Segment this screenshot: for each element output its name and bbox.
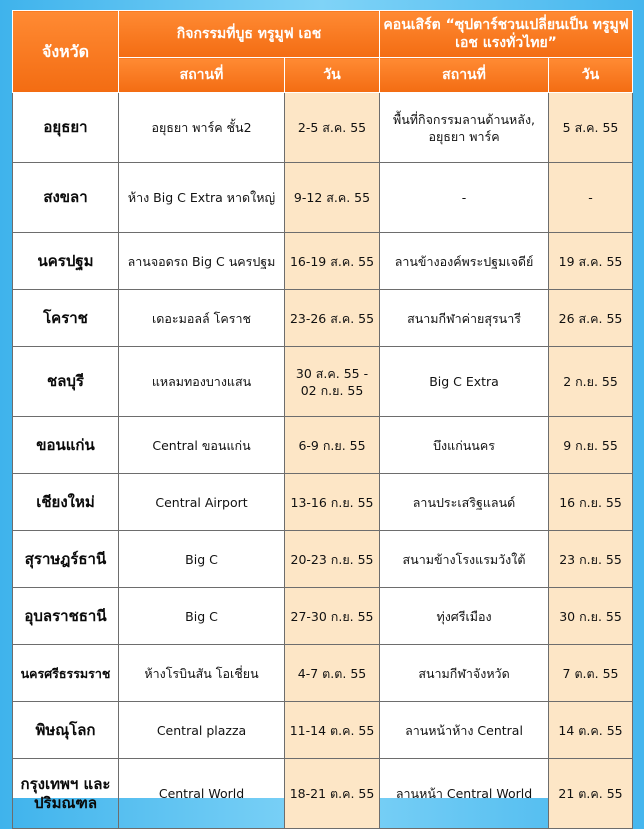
concert-date-cell: 5 ส.ค. 55 (549, 93, 633, 163)
table-row (13, 163, 633, 233)
booth-place-cell: Big C (119, 531, 285, 588)
concert-place-cell: ลานประเสริฐแลนด์ (380, 474, 549, 531)
province-cell: เชียงใหม่ (13, 474, 119, 531)
schedule-frame (12, 10, 632, 812)
booth-date-cell: 4-7 ต.ต. 55 (285, 645, 380, 702)
table-row (13, 759, 633, 829)
concert-place-cell: ลานข้างองค์พระปฐมเจดีย์ (380, 233, 549, 290)
booth-date-cell: 2-5 ส.ค. 55 (285, 93, 380, 163)
table-row (13, 233, 633, 290)
concert-date-cell: 7 ต.ต. 55 (549, 645, 633, 702)
booth-date-cell: 6-9 ก.ย. 55 (285, 417, 380, 474)
concert-date-cell: 14 ต.ค. 55 (549, 702, 633, 759)
concert-date-cell: 26 ส.ค. 55 (549, 290, 633, 347)
concert-date-cell: 9 ก.ย. 55 (549, 417, 633, 474)
province-cell: อุบลราชธานี (13, 588, 119, 645)
concert-date-cell: 19 ส.ค. 55 (549, 233, 633, 290)
booth-place-cell: อยุธยา พาร์ค ชั้น2 (119, 93, 285, 163)
booth-date-cell: 11-14 ต.ค. 55 (285, 702, 380, 759)
table-row (13, 474, 633, 531)
table-row (13, 531, 633, 588)
booth-place-cell: Central plazza (119, 702, 285, 759)
booth-activity-header: กิจกรรมที่บูธ ทรูมูฟ เอช (119, 11, 380, 58)
booth-date-cell: 27-30 ก.ย. 55 (285, 588, 380, 645)
province-cell: อยุธยา (13, 93, 119, 163)
concert-date-cell: 16 ก.ย. 55 (549, 474, 633, 531)
booth-place-cell: Central Airport (119, 474, 285, 531)
booth-date-header: วัน (285, 58, 380, 93)
concert-date-cell: - (549, 163, 633, 233)
booth-place-cell: ลานจอดรถ Big C นครปฐม (119, 233, 285, 290)
concert-date-cell: 2 ก.ย. 55 (549, 347, 633, 417)
booth-place-cell: แหลมทองบางแสน (119, 347, 285, 417)
booth-date-cell: 13-16 ก.ย. 55 (285, 474, 380, 531)
booth-place-cell: Big C (119, 588, 285, 645)
province-cell: โคราช (13, 290, 119, 347)
table-row (13, 417, 633, 474)
concert-date-cell: 21 ต.ค. 55 (549, 759, 633, 829)
concert-place-cell: พื้นที่กิจกรรมลานด้านหลัง, อยุธยา พาร์ค (380, 93, 549, 163)
booth-place-cell: Central World (119, 759, 285, 829)
concert-date-header: วัน (549, 58, 633, 93)
table-row (13, 93, 633, 163)
province-cell: สงขลา (13, 163, 119, 233)
booth-place-cell: ห้าง Big C Extra หาดใหญ่ (119, 163, 285, 233)
booth-date-cell: 18-21 ต.ค. 55 (285, 759, 380, 829)
province-cell: สุราษฎร์ธานี (13, 531, 119, 588)
province-cell: นครศรีธรรมราช (13, 645, 119, 702)
booth-date-cell: 30 ส.ค. 55 - 02 ก.ย. 55 (285, 347, 380, 417)
province-cell: ชลบุรี (13, 347, 119, 417)
concert-date-cell: 23 ก.ย. 55 (549, 531, 633, 588)
booth-date-cell: 16-19 ส.ค. 55 (285, 233, 380, 290)
table-row (13, 645, 633, 702)
concert-place-cell: ลานหน้า Central World (380, 759, 549, 829)
concert-place-cell: ทุ่งศรีเมือง (380, 588, 549, 645)
concert-place-cell: สนามกีฬาค่ายสุรนารี (380, 290, 549, 347)
province-cell: พิษณุโลก (13, 702, 119, 759)
concert-date-cell: 30 ก.ย. 55 (549, 588, 633, 645)
booth-place-cell: ห้างโรบินสัน โอเชี่ยน (119, 645, 285, 702)
table-row (13, 702, 633, 759)
province-cell: ขอนแก่น (13, 417, 119, 474)
concert-place-cell: สนามกีฬาจังหวัด (380, 645, 549, 702)
booth-date-cell: 23-26 ส.ค. 55 (285, 290, 380, 347)
concert-place-cell: - (380, 163, 549, 233)
booth-date-cell: 9-12 ส.ค. 55 (285, 163, 380, 233)
booth-place-cell: เดอะมอลล์ โคราช (119, 290, 285, 347)
concert-place-cell: บึงแก่นนคร (380, 417, 549, 474)
province-header: จังหวัด (13, 11, 119, 93)
table-row (13, 347, 633, 417)
booth-place-cell: Central ขอนแก่น (119, 417, 285, 474)
table-row (13, 290, 633, 347)
province-cell: นครปฐม (13, 233, 119, 290)
concert-header: คอนเสิร์ต “ซุปตาร์ชวนเปลี่ยนเป็น ทรูมูฟ เอช แรงทั่วไทย” (380, 11, 633, 58)
concert-place-cell: ลานหน้าห้าง Central (380, 702, 549, 759)
schedule-table (12, 10, 633, 829)
concert-location-header: สถานที่ (380, 58, 549, 93)
booth-date-cell: 20-23 ก.ย. 55 (285, 531, 380, 588)
booth-location-header: สถานที่ (119, 58, 285, 93)
province-cell: กรุงเทพฯ และ ปริมณฑล (13, 759, 119, 829)
table-row (13, 588, 633, 645)
concert-place-cell: Big C Extra (380, 347, 549, 417)
concert-place-cell: สนามข้างโรงแรมวังใต้ (380, 531, 549, 588)
